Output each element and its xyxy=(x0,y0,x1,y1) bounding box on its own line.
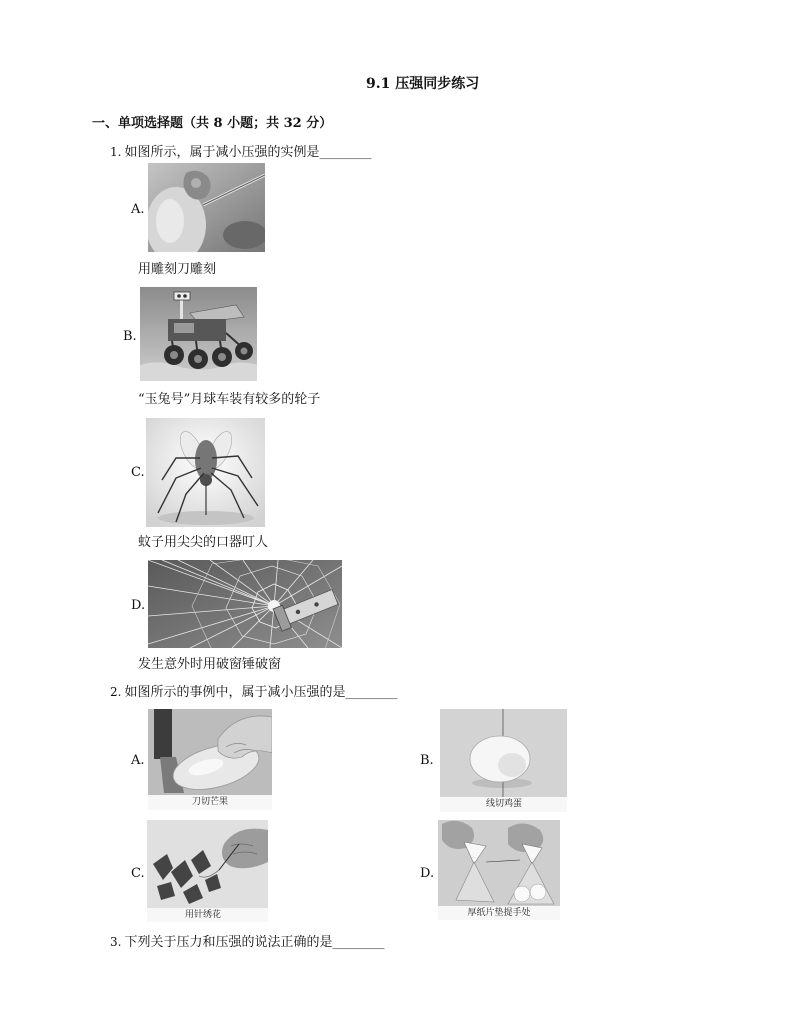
question-number: 2. xyxy=(110,685,122,699)
option-caption: 蚊子用尖尖的口器叮人 xyxy=(138,535,269,550)
question-1 xyxy=(110,144,371,161)
mango-knife-photo xyxy=(148,709,272,810)
option-label: A. xyxy=(131,202,145,217)
image-caption: 刀切芒果 xyxy=(191,797,229,807)
rover-camera-lens xyxy=(177,294,181,298)
option-caption: “玉兔号”月球车装有较多的轮子 xyxy=(138,392,321,407)
rover-camera-head xyxy=(174,292,190,300)
needle-embroidery-photo xyxy=(147,820,268,922)
shadow-shape xyxy=(223,221,265,249)
option-label: B. xyxy=(420,753,434,768)
carved-figure-head xyxy=(191,178,201,188)
bag-item xyxy=(530,884,546,900)
option-label: D. xyxy=(420,866,435,881)
option-label: C. xyxy=(131,866,145,881)
knife-handle xyxy=(154,709,172,759)
option-label: B. xyxy=(123,329,137,344)
option-caption: 用雕刻刀雕刻 xyxy=(138,262,217,277)
option-label: D. xyxy=(131,598,146,613)
carving-knife-photo xyxy=(148,163,265,252)
question-3 xyxy=(110,934,384,951)
lunar-rover-photo xyxy=(140,287,257,381)
bag-item xyxy=(514,886,530,902)
thumb-highlight xyxy=(156,199,184,243)
question-number: 1. xyxy=(110,145,122,159)
broken-window-photo xyxy=(148,560,342,648)
question-number: 3. xyxy=(110,935,122,949)
question-stem: 下列关于压力和压强的说法正确的是________ xyxy=(124,935,385,950)
image-caption: 线切鸡蛋 xyxy=(485,799,523,809)
page-title: 9.1 压强同步练习 xyxy=(366,76,480,92)
question-stem: 如图所示的事例中，属于减小压强的是________ xyxy=(124,685,398,700)
option-caption: 发生意外时用破窗锤破窗 xyxy=(138,657,282,672)
image-caption: 厚纸片垫提手处 xyxy=(467,908,531,918)
question-stem: 如图所示，属于减小压强的实例是________ xyxy=(124,145,372,160)
bag-handle-photo xyxy=(438,820,560,920)
rover-camera-lens xyxy=(183,294,187,298)
egg-thread-photo xyxy=(440,709,567,812)
egg-shading xyxy=(498,753,526,777)
rover-body-detail xyxy=(174,323,194,333)
rover-mast xyxy=(180,299,183,321)
option-label: C. xyxy=(131,465,145,480)
mosquito-photo xyxy=(146,418,265,527)
section-heading: 一、单项选择题（共 8 小题；共 32 分） xyxy=(92,116,333,131)
option-label: A. xyxy=(131,753,145,768)
question-2 xyxy=(110,684,397,701)
image-caption: 用针绣花 xyxy=(184,910,222,920)
